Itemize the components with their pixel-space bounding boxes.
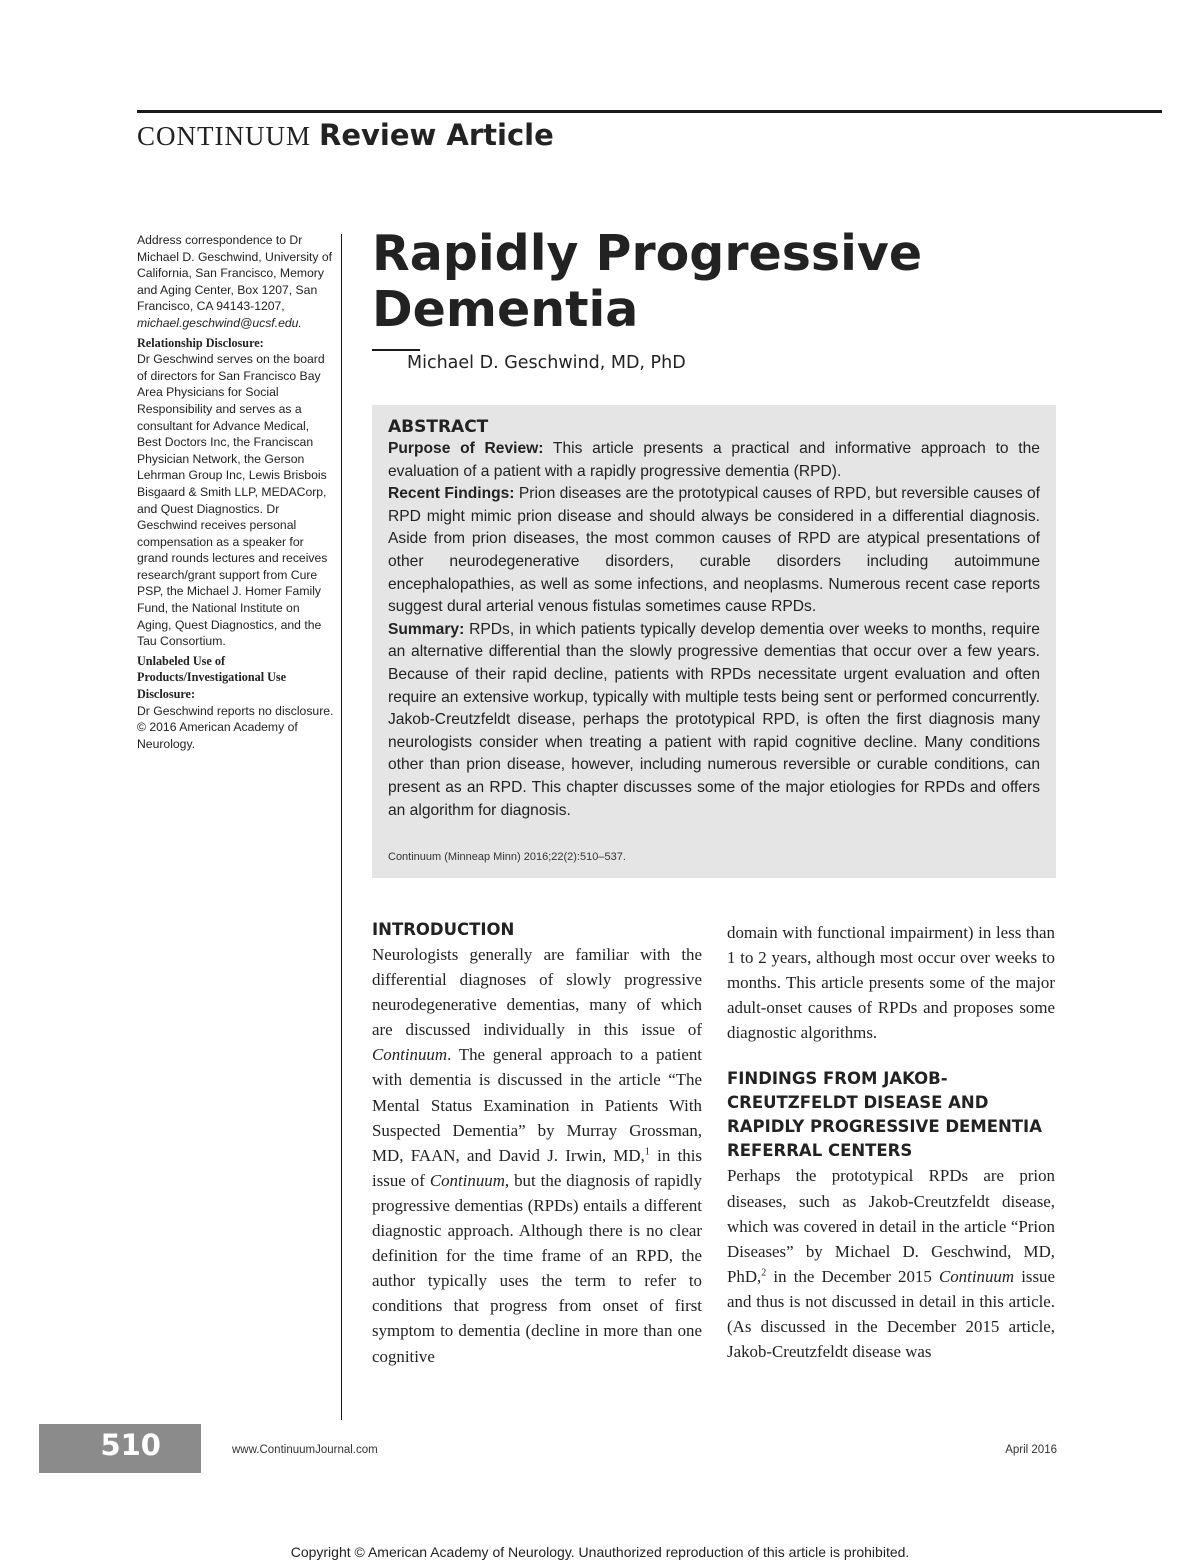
title-line-2: Dementia — [372, 281, 639, 338]
article-title — [372, 226, 922, 338]
body-column-right — [727, 920, 1055, 1364]
abstract-citation: Continuum (Minneap Minn) 2016;22(2):510–537. — [388, 851, 626, 863]
sidebar-divider — [341, 234, 342, 1420]
journal-logo: CONTINUUM — [137, 121, 311, 151]
reference-2[interactable]: 2 — [761, 1267, 767, 1279]
page-number: 510 — [100, 1428, 161, 1462]
issue-date: April 2016 — [1005, 1444, 1057, 1456]
sidebar-disclosures — [137, 232, 335, 752]
purpose-label: Purpose of Review: — [388, 440, 544, 457]
title-line-1: Rapidly Progressive — [372, 225, 923, 282]
abstract-findings: Recent Findings: Prion diseases are the prototypical causes of RPD, but reversible causes of RPD might mimic prion disease and should always be considered in a differential diagnosis. Aside from prion diseases, the most common causes of RPD are atypical presentations of other neurodegenerative disorders, curable disorders including autoimmune encephalopathies, as well as some infections, and neoplasms. Numerous recent case reports suggest dural arterial venous fistulas sometimes cause RPDs. — [388, 485, 1040, 616]
title-underline — [372, 349, 420, 351]
article-type: Review Article — [319, 118, 554, 152]
introduction-paragraph: Neurologists generally are familiar with the differential diagnoses of slowly progressive neurodegenerative dementias, many of which are discussed individually in this issue of Continuum. The general approach to a patient with dementia is discussed in the article “The Mental Status Examination in Patients With Suspected Dementia” by Murray Grossman, MD, FAAN, and David J. Irwin, MD,$^1$ in this issue of Continuum, but the diagnosis of rapidly progressive dementias (RPDs) entails a different diagnostic approach. Although there is no clear definition for the time frame of an RPD, the author typically uses the term to refer to conditions that progress from onset of first symptom to dementia (decline in more than one cognitive — [372, 945, 702, 1366]
unlabeled-use-heading: Unlabeled Use of Products/Investigational Use Disclosure: — [137, 653, 287, 702]
header-rule — [137, 110, 1162, 113]
article-author: Michael D. Geschwind, MD, PhD — [407, 353, 686, 373]
sidebar-copyright: © 2016 American Academy of Neurology. — [137, 720, 298, 751]
author-email[interactable]: michael.geschwind@ucsf.edu. — [137, 315, 302, 330]
abstract-purpose: Purpose of Review: This article presents a practical and informative approach to the evaluation of a patient with a rapidly progressive dementia (RPD). — [388, 440, 1040, 480]
journal-header — [137, 118, 554, 152]
copyright-notice: Copyright © American Academy of Neurology. Unauthorized reproduction of this article is prohibited. — [290, 1544, 910, 1560]
relationship-disclosure-text: Dr Geschwind serves on the board of directors for San Francisco Bay Area Physicians for Social Responsibility and serves as a consultant for Advance Medical, Best Doctors Inc, the Franciscan Physician Network, the Gerson Lehrman Group Inc, Lewis Brisbois Bisgaard & Smith LLP, MEDACorp, and Quest Diagnostics. Dr Geschwind receives personal compensation as a speaker for grand rounds lectures and receives research/grant support from Cure PSP, the Michael J. Homer Family Fund, the National Institute on Aging, Quest Diagnostics, and the Tau Consortium. — [137, 352, 328, 649]
abstract-box — [372, 405, 1056, 878]
abstract-summary: Summary: RPDs, in which patients typically develop dementia over weeks to months, require an alternative differential than the slowly progressive dementias that occur over a few years. Because of their rapid decline, patients with RPDs necessitate urgent evaluation and often require an extensive workup, typically with multiple tests being sent or performed concurrently. Jakob-Creutzfeldt disease, perhaps the prototypical RPD, is often the first diagnosis many neurologists consider when treating a patient with rapid cognitive decline. Many conditions other than prion disease, however, including numerous reversible or curable conditions, can present as an RPD. This chapter discusses some of the major etiologies for RPDs and offers an algorithm for diagnosis. — [388, 620, 1040, 819]
journal-url[interactable]: www.ContinuumJournal.com — [232, 1444, 378, 1456]
findings-heading: FINDINGS FROM JAKOB-CREUTZFELDT DISEASE AND RAPIDLY PROGRESSIVE DEMENTIA REFERRAL CENTERS — [727, 1069, 1042, 1161]
findings-paragraph: Perhaps the prototypical RPDs are prion diseases, such as Jakob-Creutzfeldt disease, which was covered in detail in the article “Prion Diseases” by Michael D. Geschwind, MD, PhD,$^2$ in the December 2015 Continuum issue and thus is not discussed in detail in this article. (As discussed in the December 2015 article, Jakob-Creutzfeldt disease was — [727, 1166, 1055, 1362]
summary-label: Summary: — [388, 620, 465, 638]
findings-label: Recent Findings: — [388, 485, 515, 503]
body-column-left — [372, 918, 702, 1369]
introduction-heading: INTRODUCTION — [372, 920, 515, 939]
unlabeled-use-text: Dr Geschwind reports no disclosure. — [137, 703, 334, 718]
reference-1[interactable]: 1 — [644, 1146, 650, 1158]
abstract-heading: ABSTRACT — [388, 417, 489, 437]
page-number-tab — [39, 1424, 201, 1473]
correspondence-address: Address correspondence to Dr Michael D. Geschwind, University of California, San Francisco, Memory and Aging Center, Box 1207, San Francisco, CA 94143-1207, michael.geschwind@ucsf.edu. — [137, 233, 333, 330]
introduction-continuation: domain with functional impairment) in less than 1 to 2 years, although most occur over weeks to months. This article presents some of the major adult-onset causes of RPDs and proposes some diagnostic algorithms. — [727, 923, 1055, 1043]
relationship-disclosure-heading: Relationship Disclosure: — [137, 335, 264, 350]
